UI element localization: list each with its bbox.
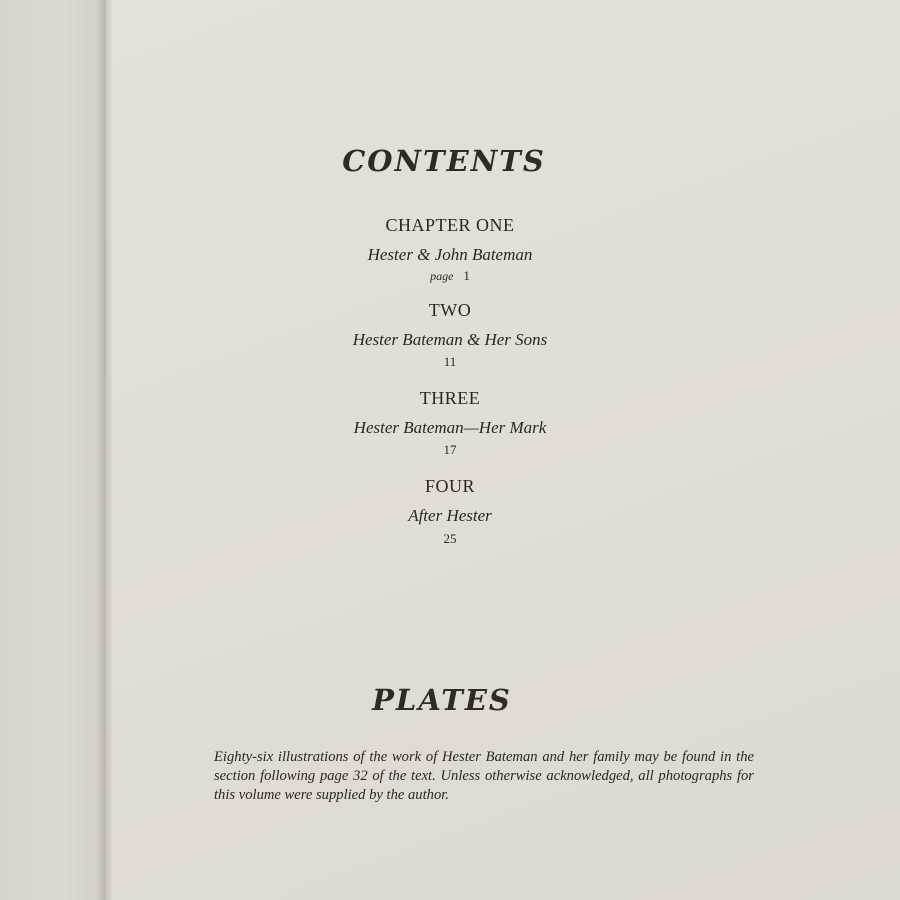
chapter-3-page: 17 <box>443 442 457 457</box>
plates-paragraph: Eighty-six illustrations of the work of Hester Bateman and her family may be found in the section following page 32 of the text. Unless otherwise acknowledged, all photographs for this volume were supplied by the author. <box>214 749 754 803</box>
chapter-3-label: THREE <box>419 388 481 408</box>
chapter-4-page: 25 <box>443 531 457 546</box>
chapter-2-label: TWO <box>428 300 472 320</box>
chapter-2-title: Hester Bateman & Her Sons <box>352 330 548 349</box>
chapter-4-title: After Hester <box>408 506 492 525</box>
chapter-3-title: Hester Bateman—Her Mark <box>353 418 547 437</box>
chapter-1-title: Hester & John Bateman <box>367 245 533 264</box>
chapter-1-page <box>0 268 900 284</box>
chapter-1-label: CHAPTER ONE <box>385 215 515 235</box>
page-number: 1 <box>463 268 470 283</box>
contents-heading: CONTENTS <box>342 144 546 178</box>
chapter-2-page: 11 <box>443 354 457 369</box>
page-prefix: page <box>430 269 454 283</box>
plates-heading: PLATES <box>372 683 512 717</box>
chapter-4-label: FOUR <box>424 476 475 496</box>
